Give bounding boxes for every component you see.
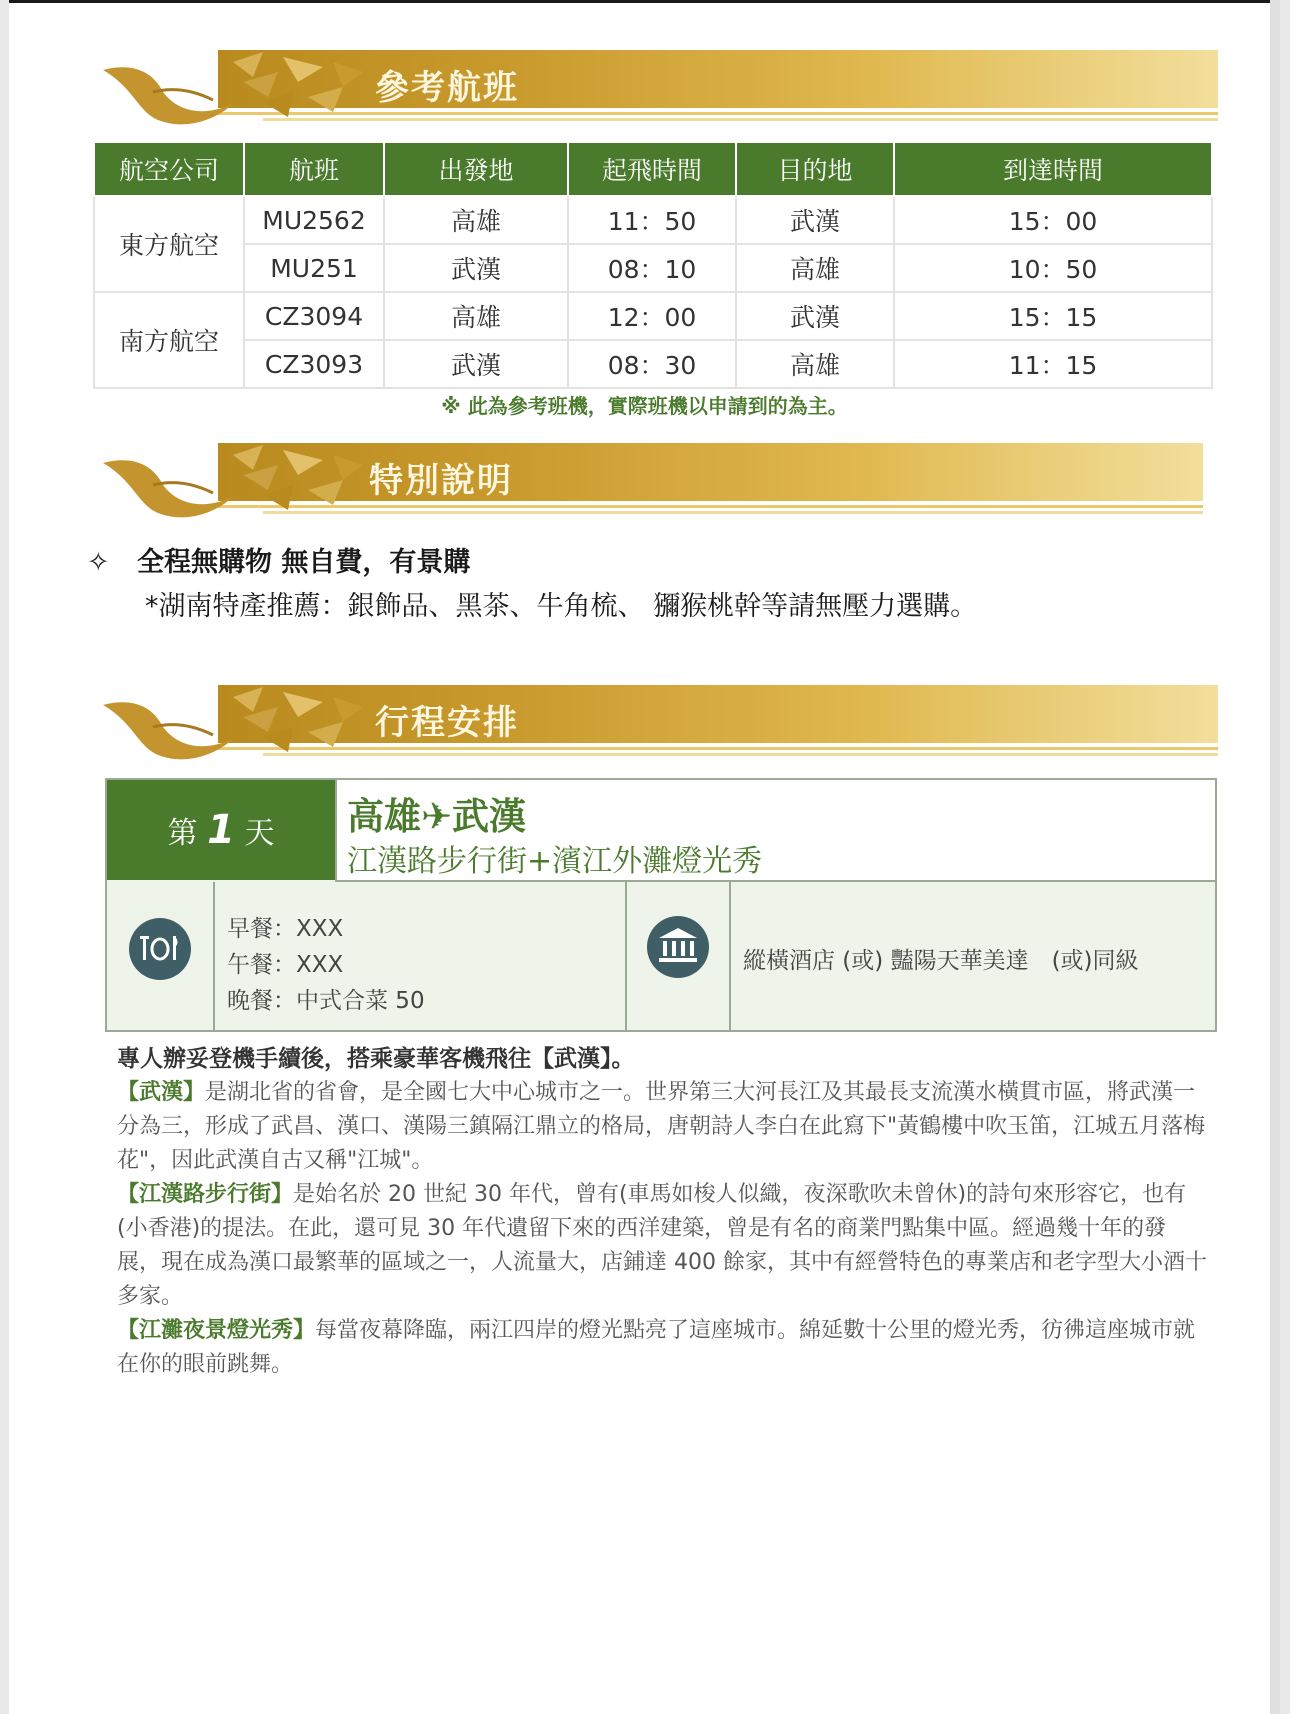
header-cell: 到達時間 (894, 142, 1212, 196)
table-cell: CZ3093 (244, 340, 384, 388)
header-cell: 航班 (244, 142, 384, 196)
day-number: 1 (207, 807, 235, 853)
table-cell: 11：50 (568, 196, 736, 244)
table-row (94, 244, 1212, 292)
flight-note: ※ 此為參考班機，實際班機以申請到的為主。 (441, 394, 848, 418)
lunch-text: 午餐：XXX (227, 952, 344, 978)
section-title: 特別說明 (369, 461, 513, 501)
special-bullet-text: 全程無購物 無自費，有景購 (137, 547, 471, 578)
table-cell: 武漢 (384, 244, 568, 292)
table-cell: 08：30 (568, 340, 736, 388)
description-paragraph: 【江灘夜景燈光秀】每當夜幕降臨，兩江四岸的燈光點亮了這座城市。綿延數十公里的燈光秀，彷彿這座城市就在你的眼前跳舞。 (117, 1318, 1196, 1377)
header-cell: 航空公司 (94, 142, 244, 196)
table-cell: 高雄 (736, 244, 894, 292)
paragraph-tag: 【江漢路步行街】 (117, 1182, 294, 1207)
hotel-building-icon (647, 916, 709, 978)
header-cell: 目的地 (736, 142, 894, 196)
flight-table (93, 141, 1213, 389)
day-label: 第 1 天 (107, 780, 335, 880)
document-page (9, 0, 1280, 1714)
crane-logo-icon (93, 435, 393, 525)
day-route: 高雄✈武漢 (347, 795, 527, 838)
section-title: 參考航班 (375, 68, 519, 108)
table-row (94, 292, 1212, 340)
section-title: 行程安排 (375, 703, 519, 743)
table-header-row (94, 142, 1212, 196)
table-cell: MU2562 (244, 196, 384, 244)
crane-logo-icon (93, 42, 393, 132)
description-paragraph: 【武漢】是湖北省的省會，是全國七大中心城市之一。世界第三大河長江及其最長支流漢水橫貫市區，將武漢一分為三，形成了武昌、漢口、漢陽三鎮隔江鼎立的格局，唐朝詩人李白在此寫下"黃鶴樓中吹玉笛，江城五月落梅花"，因此武漢自古又稱"江城"。 (117, 1080, 1206, 1173)
table-cell: MU251 (244, 244, 384, 292)
airline-cell: 南方航空 (94, 292, 244, 388)
header-cell: 出發地 (384, 142, 568, 196)
meal-icon (129, 918, 191, 980)
table-row (94, 340, 1212, 388)
description-paragraph: 【江漢路步行街】是始名於 20 世紀 30 年代，曾有(車馬如梭人似織，夜深歌吹未曾休)的詩句來形容它，也有(小香港)的提法。在此，還可見 30 年代遺留下來的西洋建築，曾是有名的商業門點集中區。經過幾十年的發展，現在成為漢口最繁華的區域之一，人流量大，店鋪達 400 餘家，其中有經營特色的專業店和老字型大小酒十多家。 (117, 1182, 1207, 1309)
section-banner-itinerary (93, 677, 1218, 767)
table-row (94, 196, 1212, 244)
crane-logo-icon (93, 677, 393, 767)
table-cell: 武漢 (736, 292, 894, 340)
special-detail: *湖南特產推薦：銀飾品、黑茶、牛角梳、 獼猴桃幹等請無壓力選購。 (145, 591, 978, 622)
airline-cell: 東方航空 (94, 196, 244, 292)
day-title (335, 780, 1215, 882)
hotel-text: 縱橫酒店 (或) 豔陽天華美達 (或)同級 (743, 948, 1139, 974)
header-cell: 起飛時間 (568, 142, 736, 196)
section-banner-flights (93, 42, 1218, 132)
section-banner-notes (93, 435, 1203, 525)
table-cell: CZ3094 (244, 292, 384, 340)
table-cell: 10：50 (894, 244, 1212, 292)
table-cell: 高雄 (736, 340, 894, 388)
paragraph-tag: 【武漢】 (117, 1080, 206, 1105)
breakfast-text: 早餐：XXX (227, 916, 344, 942)
table-cell: 15：15 (894, 292, 1212, 340)
paragraph-tag: 【江灘夜景燈光秀】 (117, 1318, 316, 1343)
sparkle-icon: ✧ (87, 547, 110, 578)
top-border (9, 0, 1280, 3)
dinner-text: 晚餐：中式合菜 50 (227, 988, 425, 1014)
right-edge (1270, 0, 1280, 1714)
table-cell: 高雄 (384, 292, 568, 340)
day-card (105, 778, 1217, 1032)
table-cell: 12：00 (568, 292, 736, 340)
table-cell: 11：15 (894, 340, 1212, 388)
table-cell: 武漢 (736, 196, 894, 244)
day-highlights: 江漢路步行街+濱江外灘燈光秀 (347, 844, 763, 879)
table-cell: 08：10 (568, 244, 736, 292)
description-lead: 專人辦妥登機手續後，搭乘豪華客機飛往【武漢】。 (117, 1046, 635, 1072)
table-cell: 高雄 (384, 196, 568, 244)
special-bullet (87, 540, 470, 579)
table-cell: 15：00 (894, 196, 1212, 244)
table-cell: 武漢 (384, 340, 568, 388)
